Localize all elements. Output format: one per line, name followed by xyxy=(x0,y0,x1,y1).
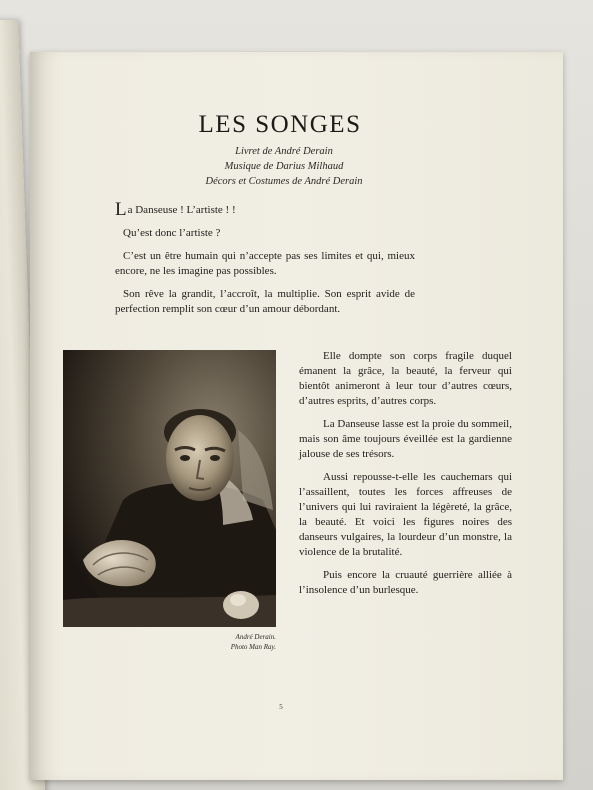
drop-cap: L xyxy=(115,199,127,220)
portrait-photo xyxy=(63,350,276,627)
page-title: LES SONGES xyxy=(198,111,362,138)
page-number: 5 xyxy=(279,703,283,711)
body-paragraph: La Danseuse lasse est la proie du sommeil, mais son âme toujours éveillée est la gardienne jalouse de ses trésors. xyxy=(299,418,512,460)
photo-caption xyxy=(200,632,276,652)
portrait-image xyxy=(63,350,276,627)
body-paragraph: Puis encore la cruauté guerrière alliée à l’insolence d’un burlesque. xyxy=(299,569,512,596)
body-paragraph: Elle dompte son corps fragile duquel émanent la grâce, la beauté, la ferveur qui bientôt animeront à leur tour d’autres cœurs, d’autres esprits, d’autres corps. xyxy=(299,350,512,407)
intro-paragraph: Son rêve la grandit, l’accroît, la multiplie. Son esprit avide de perfection remplit son cœur d’un amour débordant. xyxy=(115,288,415,315)
intro-text xyxy=(115,199,415,325)
intro-first-line xyxy=(115,199,415,220)
credit-livret: Livret de André Derain xyxy=(235,146,333,157)
caption-credit: Photo Man Ray. xyxy=(230,643,276,651)
credits-block xyxy=(200,144,368,189)
body-paragraph: Aussi repousse-t-elle les cauchemars qui l’assaillent, toutes les forces affreuses de l’univers qui lui raviraient la légèreté, la grâce, la beauté. Et voici les figures noires des danseurs vulgaires, la lourdeur d’un monstre, la violence de la brutalité. xyxy=(299,471,512,558)
intro-paragraph: C’est un être humain qui n’accepte pas ses limites et qui, mieux encore, ne les imagine pas possibles. xyxy=(115,250,415,277)
caption-name: André Derain. xyxy=(235,633,276,641)
credit-decors: Décors et Costumes de André Derain xyxy=(205,176,363,187)
book-page xyxy=(30,52,563,780)
intro-paragraph: Qu’est donc l’artiste ? xyxy=(123,227,221,239)
right-column-text xyxy=(299,349,512,606)
credit-musique: Musique de Darius Milhaud xyxy=(224,161,344,172)
intro-first-line-text: a Danseuse ! L’artiste ! ! xyxy=(127,204,236,216)
